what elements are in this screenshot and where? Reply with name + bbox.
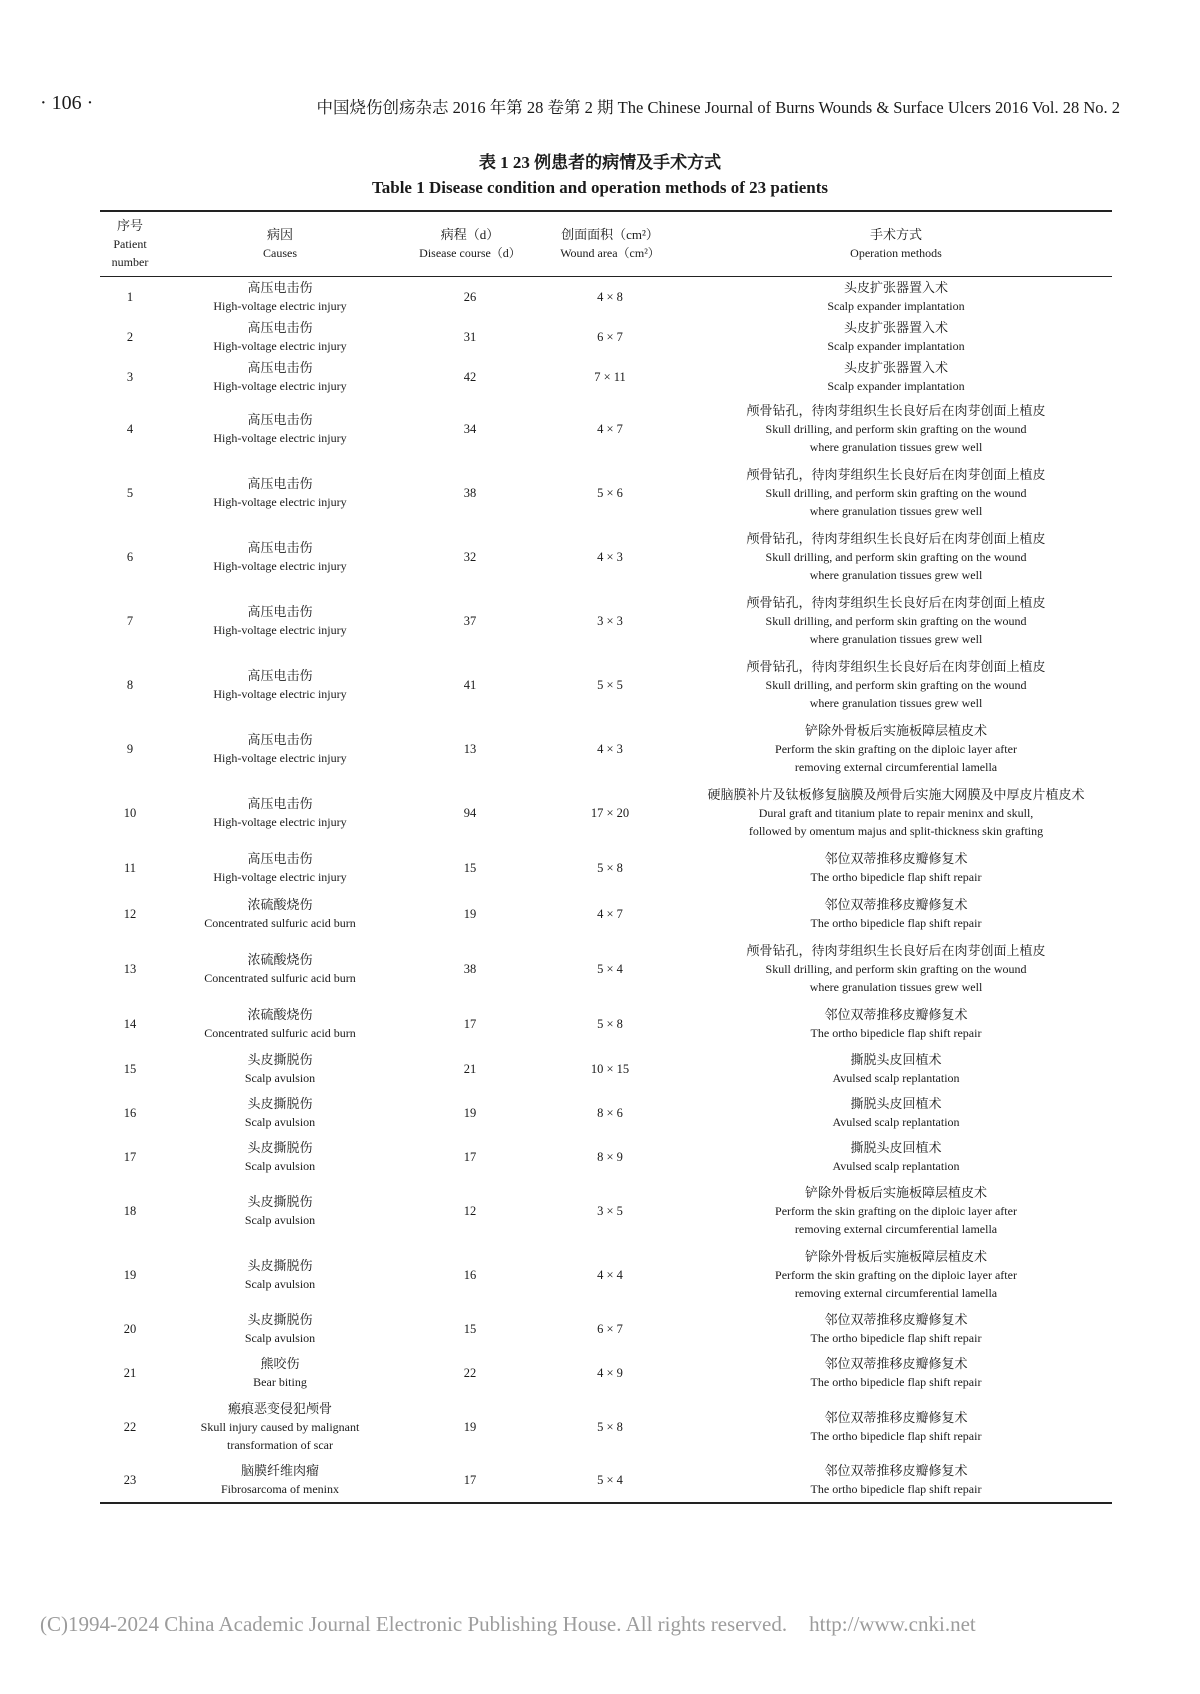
cause-en: High-voltage electric injury [213,430,347,445]
copyright-footer [40,1612,976,1637]
patient-number-cell: 21 [123,1365,137,1380]
operation-cn: 硬脑膜补片及钛板修复脑膜及颅骨后实施大网膜及中厚皮片植皮术 [707,786,1085,802]
operation-en: The ortho bipedicle flap shift repair [810,869,982,884]
cause-cell [160,461,400,525]
cause-cell [160,357,400,397]
operation-en: The ortho bipedicle flap shift repair [810,1330,982,1345]
cause-cell [160,1395,400,1459]
column-header-cn: 手术方式 [869,227,922,242]
wound-area-cell: 17 × 20 [590,805,630,820]
table-row [100,717,1112,781]
disease-course-cell: 13 [463,741,477,756]
cause-cn: 浓硫酸烧伤 [247,951,313,967]
cause-en: Scalp avulsion [244,1330,316,1345]
operation-en: The ortho bipedicle flap shift repair [810,915,982,930]
footer-url: http://www.cnki.net [809,1612,976,1636]
cause-cn: 高压电击伤 [247,667,313,683]
operation-cell [680,845,1112,891]
patient-number-cell: 20 [123,1321,137,1336]
operation-en: Skull drilling, and perform skin grafting on the wound [765,613,1027,628]
operation-en: Skull drilling, and perform skin grafting on the wound [765,677,1027,692]
cause-cell [160,1135,400,1179]
patient-number-cell: 17 [123,1149,137,1164]
disease-course-cell: 22 [463,1365,477,1380]
patient-number-cell: 13 [123,961,137,976]
cause-en: Concentrated sulfuric acid burn [204,915,356,930]
column-header [540,211,680,277]
disease-course-cell: 17 [463,1149,477,1164]
disease-course-cell: 21 [463,1061,477,1076]
operation-cn: 颅骨钻孔，待肉芽组织生长良好后在肉芽创面上植皮 [746,594,1046,610]
operation-cn: 头皮扩张器置入术 [843,359,948,375]
cause-cn: 头皮撕脱伤 [247,1139,313,1155]
wound-area-cell: 4 × 3 [597,741,623,756]
operation-en: removing external circumferential lamella [794,1285,998,1300]
cause-cn: 高压电击伤 [247,850,313,866]
patient-number-cell: 6 [126,549,134,564]
operation-cn: 颅骨钻孔，待肉芽组织生长良好后在肉芽创面上植皮 [746,658,1046,674]
table-row [100,317,1112,357]
wound-area-cell: 5 × 5 [597,677,623,692]
cause-en: High-voltage electric injury [213,378,347,393]
cause-cell [160,1179,400,1243]
operation-en: Skull drilling, and perform skin grafting on the wound [765,421,1027,436]
wound-area-cell: 10 × 15 [590,1061,630,1076]
cause-cn: 高压电击伤 [247,539,313,555]
cause-cn: 浓硫酸烧伤 [247,1006,313,1022]
cause-cn: 浓硫酸烧伤 [247,896,313,912]
disease-course-cell: 15 [463,1321,477,1336]
operation-cell [680,1135,1112,1179]
operation-cell [680,1459,1112,1503]
operation-cn: 邻位双蒂推移皮瓣修复术 [824,1355,968,1371]
wound-area-cell: 8 × 9 [597,1149,623,1164]
wound-area-cell: 4 × 4 [597,1267,623,1282]
operation-cn: 铲除外骨板后实施板障层植皮术 [804,722,987,738]
operation-en: Skull drilling, and perform skin grafting on the wound [765,961,1027,976]
table-row [100,1351,1112,1395]
operation-cell [680,653,1112,717]
cause-cell [160,1459,400,1503]
wound-area-cell: 5 × 4 [597,961,623,976]
disease-course-cell: 19 [463,1419,477,1434]
journal-title: 中国烧伤创疡杂志 2016 年第 28 卷第 2 期 The Chinese Journal of Burns Wounds & Surface Ulcers 2016 Vol. 28 No. 2 [316,98,1120,117]
table-row [100,525,1112,589]
operation-en: Perform the skin grafting on the diploic layer after [775,1203,1017,1218]
operation-en: Avulsed scalp replantation [832,1114,960,1129]
table-row [100,1307,1112,1351]
operation-cell [680,781,1112,845]
cause-en: High-voltage electric injury [213,869,347,884]
cause-cell [160,589,400,653]
patient-number-cell: 11 [123,860,137,875]
cause-en: High-voltage electric injury [213,622,347,637]
table-row [100,845,1112,891]
operation-cn: 铲除外骨板后实施板障层植皮术 [804,1184,987,1200]
operation-en: Skull drilling, and perform skin grafting on the wound [765,485,1027,500]
table-row [100,1047,1112,1091]
cause-cell [160,317,400,357]
disease-course-cell: 37 [463,613,477,628]
column-header-en: Operation methods [850,246,942,260]
patient-number-cell: 2 [126,329,134,344]
operation-en: removing external circumferential lamella [794,1221,998,1236]
operation-en: where granulation tissues grew well [809,979,983,994]
cause-cell [160,845,400,891]
operation-cell [680,1091,1112,1135]
cause-cn: 高压电击伤 [247,475,313,491]
operation-en: Scalp expander implantation [827,338,965,353]
cause-cn: 头皮撕脱伤 [247,1193,313,1209]
operation-en: The ortho bipedicle flap shift repair [810,1428,982,1443]
wound-area-cell: 6 × 7 [597,329,623,344]
operation-en: Avulsed scalp replantation [832,1158,960,1173]
operation-cn: 铲除外骨板后实施板障层植皮术 [804,1248,987,1264]
table-row [100,589,1112,653]
cause-cell [160,781,400,845]
operation-cell [680,397,1112,461]
disease-course-cell: 41 [463,677,477,692]
operation-cn: 颅骨钻孔，待肉芽组织生长良好后在肉芽创面上植皮 [746,942,1046,958]
disease-course-cell: 32 [463,549,477,564]
disease-course-cell: 34 [463,421,477,436]
cause-en: Bear biting [253,1374,307,1389]
operation-en: Avulsed scalp replantation [832,1070,960,1085]
cause-en: High-voltage electric injury [213,494,347,509]
table-row [100,1243,1112,1307]
cause-cn: 高压电击伤 [247,359,313,375]
column-header-cn: 序号 [116,218,143,233]
operation-cell [680,1047,1112,1091]
table-row [100,461,1112,525]
operation-cn: 颅骨钻孔，待肉芽组织生长良好后在肉芽创面上植皮 [746,530,1046,546]
table-row [100,1091,1112,1135]
page-number: · 106 · [40,92,94,114]
cause-cn: 头皮撕脱伤 [247,1257,313,1273]
patient-number-cell: 12 [123,906,137,921]
cause-cn: 头皮撕脱伤 [247,1311,313,1327]
cause-cn: 头皮撕脱伤 [247,1095,313,1111]
patient-number-cell: 1 [126,289,134,304]
table-row [100,653,1112,717]
table-row [100,781,1112,845]
operation-cn: 颅骨钻孔，待肉芽组织生长良好后在肉芽创面上植皮 [746,402,1046,418]
patient-number-cell: 23 [123,1473,137,1487]
column-header-en: Disease course（d） [419,246,521,260]
operation-en: The ortho bipedicle flap shift repair [810,1482,982,1496]
cause-cn: 脑膜纤维肉瘤 [240,1463,319,1478]
wound-area-cell: 6 × 7 [597,1321,623,1336]
patient-number-cell: 3 [126,369,134,384]
operation-cell [680,937,1112,1001]
operation-cell [680,1351,1112,1395]
wound-area-cell: 7 × 11 [594,369,626,384]
patient-number-cell: 16 [123,1105,137,1120]
cause-en: Skull injury caused by malignant [200,1419,360,1434]
wound-area-cell: 5 × 8 [597,1016,623,1031]
disease-course-cell: 15 [463,860,477,875]
operation-cn: 邻位双蒂推移皮瓣修复术 [824,1463,968,1478]
disease-course-cell: 19 [463,906,477,921]
cause-cell [160,397,400,461]
operation-cell [680,461,1112,525]
operation-en: where granulation tissues grew well [809,631,983,646]
cause-en: High-voltage electric injury [213,558,347,573]
column-header-en: Causes [263,246,297,260]
disease-course-cell: 16 [463,1267,477,1282]
operation-cell [680,589,1112,653]
table-header-row [100,211,1112,277]
wound-area-cell: 4 × 3 [597,549,623,564]
disease-course-cell: 42 [463,369,477,384]
cause-en: High-voltage electric injury [213,686,347,701]
table-caption-en: Table 1 Disease condition and operation methods of 23 patients [371,178,829,197]
cause-cn: 高压电击伤 [247,411,313,427]
operation-cn: 颅骨钻孔，待肉芽组织生长良好后在肉芽创面上植皮 [746,466,1046,482]
operation-cn: 邻位双蒂推移皮瓣修复术 [824,850,968,866]
column-header-en: Wound area（cm²） [560,246,660,260]
operation-cn: 邻位双蒂推移皮瓣修复术 [824,896,968,912]
patient-table [100,210,1112,1504]
cause-cn: 瘢痕恶变侵犯颅骨 [227,1400,332,1416]
operation-cn: 邻位双蒂推移皮瓣修复术 [824,1409,968,1425]
operation-cn: 撕脱头皮回植术 [850,1095,942,1111]
cause-cn: 高压电击伤 [247,603,313,619]
operation-en: removing external circumferential lamella [794,759,998,774]
cause-en: High-voltage electric injury [213,338,347,353]
table-row [100,937,1112,1001]
column-header [400,211,540,277]
cause-cell [160,937,400,1001]
wound-area-cell: 3 × 5 [597,1203,623,1218]
table-row [100,1135,1112,1179]
cause-en: High-voltage electric injury [213,750,347,765]
disease-course-cell: 38 [463,485,477,500]
cause-cn: 高压电击伤 [247,319,313,335]
cause-cell [160,1243,400,1307]
table-row [100,277,1112,317]
operation-en: followed by omentum majus and split-thickness skin grafting [748,823,1044,838]
operation-cell [680,1395,1112,1459]
column-header [160,211,400,277]
patient-number-cell: 14 [123,1016,137,1031]
cause-cn: 熊咬伤 [260,1355,300,1371]
wound-area-cell: 5 × 8 [597,860,623,875]
table-row [100,1395,1112,1459]
cause-cell [160,525,400,589]
column-header-cn: 创面面积（cm²） [561,227,659,242]
column-header-cn: 病因 [266,227,293,242]
table-row [100,1001,1112,1047]
wound-area-cell: 5 × 8 [597,1419,623,1434]
cause-cell [160,1001,400,1047]
table-row [100,357,1112,397]
operation-cell [680,1001,1112,1047]
operation-en: where granulation tissues grew well [809,695,983,710]
wound-area-cell: 8 × 6 [597,1105,623,1120]
wound-area-cell: 4 × 9 [597,1365,623,1380]
operation-cell [680,357,1112,397]
cause-cell [160,277,400,317]
patient-number-cell: 7 [126,613,134,628]
operation-en: The ortho bipedicle flap shift repair [810,1374,982,1389]
cause-cn: 高压电击伤 [247,279,313,295]
wound-area-cell: 3 × 3 [597,613,623,628]
cause-en: Scalp avulsion [244,1114,316,1129]
patient-number-cell: 4 [126,421,134,436]
disease-course-cell: 94 [463,805,477,820]
operation-en: where granulation tissues grew well [809,567,983,582]
patient-number-cell: 8 [126,677,134,692]
cause-cell [160,717,400,781]
patient-number-cell: 15 [123,1061,137,1076]
operation-cn: 邻位双蒂推移皮瓣修复术 [824,1311,968,1327]
operation-en: Scalp expander implantation [827,378,965,393]
column-header [100,211,160,277]
cause-en: Concentrated sulfuric acid burn [204,970,356,985]
table-row [100,1459,1112,1503]
patient-number-cell: 19 [123,1267,137,1282]
copyright-text: (C)1994-2024 China Academic Journal Electronic Publishing House. All rights reserved. [40,1612,788,1636]
cause-en: High-voltage electric injury [213,298,347,313]
operation-cell [680,1307,1112,1351]
wound-area-cell: 4 × 7 [597,906,623,921]
operation-cn: 撕脱头皮回植术 [850,1051,942,1067]
patient-number-cell: 10 [123,805,137,820]
patient-number-cell: 18 [123,1203,137,1218]
operation-cell [680,277,1112,317]
disease-course-cell: 31 [463,329,477,344]
column-header-en: Patient [113,237,147,251]
wound-area-cell: 5 × 4 [597,1473,623,1487]
wound-area-cell: 5 × 6 [597,485,623,500]
wound-area-cell: 4 × 7 [597,421,623,436]
column-header-cn: 病程（d） [440,227,500,242]
cause-en: High-voltage electric injury [213,814,347,829]
cause-en: Scalp avulsion [244,1212,316,1227]
table-row [100,891,1112,937]
cause-en: Scalp avulsion [244,1276,316,1291]
patient-number-cell: 22 [123,1419,137,1434]
cause-cell [160,1351,400,1395]
operation-cell [680,1179,1112,1243]
operation-en: Skull drilling, and perform skin grafting on the wound [765,549,1027,564]
disease-course-cell: 17 [463,1473,477,1487]
cause-en: Concentrated sulfuric acid burn [204,1025,356,1040]
cause-en: transformation of scar [227,1437,333,1452]
disease-course-cell: 12 [463,1203,477,1218]
running-header [40,92,1120,118]
patient-number-cell: 5 [126,485,134,500]
operation-en: where granulation tissues grew well [809,503,983,518]
operation-cell [680,317,1112,357]
operation-en: Perform the skin grafting on the diploic layer after [775,741,1017,756]
operation-en: Dural graft and titanium plate to repair meninx and skull, [758,805,1034,820]
operation-cn: 邻位双蒂推移皮瓣修复术 [824,1006,968,1022]
operation-cell [680,525,1112,589]
operation-en: Scalp expander implantation [827,298,965,313]
wound-area-cell: 4 × 8 [597,289,623,304]
disease-course-cell: 17 [463,1016,477,1031]
operation-en: The ortho bipedicle flap shift repair [810,1025,982,1040]
table-body [100,277,1112,1503]
cause-cell [160,891,400,937]
operation-cn: 头皮扩张器置入术 [843,279,948,295]
disease-course-cell: 26 [463,289,477,304]
patient-number-cell: 9 [126,741,134,756]
cause-en: Fibrosarcoma of meninx [221,1482,339,1496]
column-header [680,211,1112,277]
operation-cell [680,891,1112,937]
cause-cn: 高压电击伤 [247,731,313,747]
cause-en: Scalp avulsion [244,1070,316,1085]
operation-en: Perform the skin grafting on the diploic layer after [775,1267,1017,1282]
cause-cn: 头皮撕脱伤 [247,1051,313,1067]
cause-cell [160,653,400,717]
operation-en: where granulation tissues grew well [809,439,983,454]
cause-cell [160,1307,400,1351]
table-caption-cn: 表 1 23 例患者的病情及手术方式 [478,153,722,172]
operation-cn: 撕脱头皮回植术 [850,1139,942,1155]
cause-en: Scalp avulsion [244,1158,316,1173]
cause-cn: 高压电击伤 [247,795,313,811]
column-header-en: number [111,255,149,269]
cause-cell [160,1047,400,1091]
table-row [100,1179,1112,1243]
cause-cell [160,1091,400,1135]
operation-cell [680,717,1112,781]
disease-course-cell: 38 [463,961,477,976]
disease-course-cell: 19 [463,1105,477,1120]
operation-cell [680,1243,1112,1307]
operation-cn: 头皮扩张器置入术 [843,319,948,335]
table-row [100,397,1112,461]
